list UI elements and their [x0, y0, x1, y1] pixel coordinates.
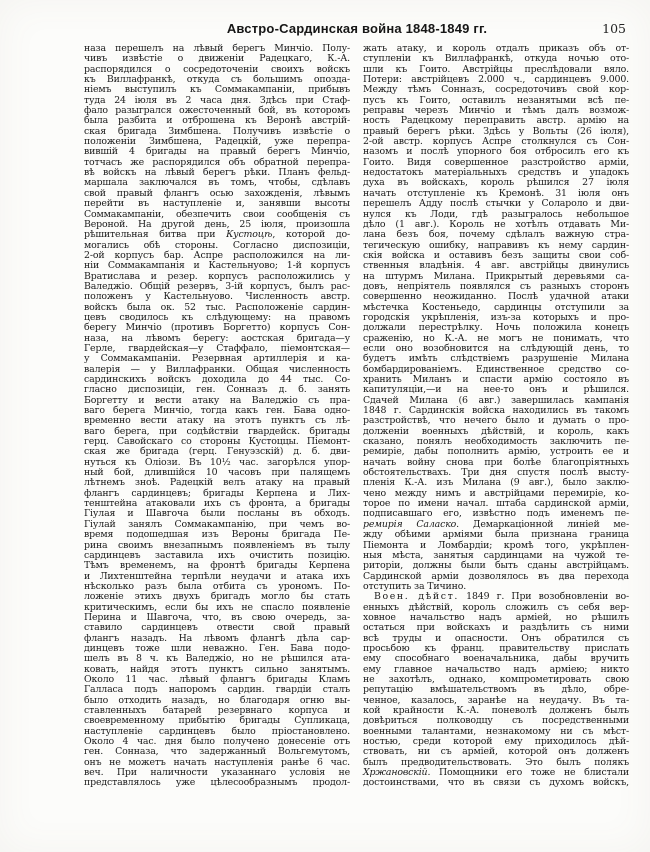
text-line: разстройствѣ, что нечего было и думать о про- [363, 415, 629, 427]
text-line: начать войну снова при болѣе благопріятныхъ [363, 456, 629, 468]
text-line: ность Радецкому переправить австр. армію на [363, 115, 629, 127]
text-line: риторіи, должны были быть сданы австрійцамъ. [363, 560, 629, 572]
text-line: 2-ой австр. корпусъ Аспре столкнулся съ Сон- [363, 136, 629, 148]
text-line: сардинцевъ заставила ихъ очистить позицію. [84, 549, 350, 561]
text-line: лѣтнемъ зноѣ. Радецкій велъ атаку на правый [84, 477, 350, 489]
text-line: рѣшительная битва при Кустоцѣ, которой до- [84, 229, 350, 241]
text-line: сказано, понялъ необходимость заключить пе- [363, 436, 629, 448]
text-line: 2-ой корпусъ бар. Аспре расположился на ли- [84, 249, 350, 261]
text-line: городскія укрѣпленія, изъ-за которыхъ и про- [363, 311, 629, 323]
text-line: Герле, гвардейская—у Стаффало, піемонтская— [84, 342, 350, 354]
text-line: туда 24 іюля въ 2 часа дня. Здѣсь при Стаф- [84, 94, 350, 106]
text-line: герц. Савойскаго со стороны Кустоццы. Піемонт- [84, 436, 350, 448]
text-line: жать атаку, и король отдалъ приказъ объ от- [363, 43, 629, 54]
text-line: сраженію, но К.-А. не могъ не понимать, что [363, 332, 629, 344]
text-line: вѣ войскъ на лѣвый берегъ рѣки. Планъ фельд- [84, 167, 350, 179]
text-line: достоинствами, что въ связи съ духомъ войскъ, [363, 777, 629, 789]
text-line: дѣло (1 авг.). Король не хотѣлъ отдавать Ми- [363, 218, 629, 230]
text-line: обстоятельствахъ. Три дня спустя послѣ высту- [363, 467, 629, 479]
text-line: войскъ была ок. 52 тыс. Расположеніе сардин- [84, 301, 350, 313]
text-line: ставленныхъ батарей резервнаго корпуса и [84, 705, 350, 716]
text-line: духа въ войскахъ, король рѣшился 27 іюля [363, 177, 629, 189]
running-title: Австро-Сардинская война 1848-1849 гг. [226, 21, 488, 36]
text-line: должали перестрѣлку. Ночь положила конецъ [363, 322, 629, 334]
text-line: кой крайности К.-А. поневолѣ долженъ былъ [363, 705, 629, 716]
text-line: остаться при войскахъ и раздѣлить съ ними [363, 622, 629, 634]
text-line: ложеніе этихъ двухъ бригадъ могло бы стать [84, 591, 350, 603]
text-line: у Соммакампаніи. Резервная артиллерія и ка- [84, 353, 350, 365]
text-line: сардинскихъ войскъ доходила до 44 тыс. Со- [84, 374, 350, 385]
text-line: скія войска и оставивъ безъ защиты свои соб- [363, 249, 629, 261]
text-line: Воен. дѣйст. 1849 г. При возобновленіи во- [374, 591, 629, 603]
text-line: цевъ сводилось къ слѣдующему: на правомъ [84, 311, 350, 323]
text-line: хранить Миланъ и спасти армію состояло въ [363, 374, 629, 385]
text-line: Гоито. Видя совершенное разстройство арміи, [363, 156, 629, 168]
text-line: ему главное начальство надъ арміею; никто [363, 663, 629, 675]
text-line: ствовать, ни съ арміей, которой онъ долженъ [363, 746, 629, 758]
text-line: ская бригада Зимбшена. Получивъ извѣстіе о [84, 125, 350, 137]
text-line: берегу Минчіо (противъ Боргетто) корпусъ Сон- [84, 322, 350, 334]
text-line: гласно диспозиціи, ген. Сонназъ д. б. занять [84, 384, 350, 396]
text-line: Около 11 час. лѣвый флангъ бригады Кламъ [84, 673, 350, 685]
text-line: флангъ назадъ. На лѣвомъ флангѣ дѣла сар- [84, 632, 350, 644]
text-line: Піемонта и Ломбардіи; кромѣ того, укрѣплен- [363, 539, 629, 551]
text-line: Галласа подъ напоромъ сардин. гвардіи сталъ [84, 684, 350, 696]
text-line: чено между нимъ и австрійцами перемиріе, ко- [363, 487, 629, 499]
text-line: Гіулая и Шавгоча были посланы въ обходъ. [84, 508, 350, 520]
text-line: къ Виллафранкѣ, откуда съ большимъ опозда- [84, 74, 350, 86]
text-line: тотчасъ же распорядился объ обратной перепра- [84, 156, 350, 168]
text-line: положеніи Зимбшена, Радецкій, уже перепра- [84, 136, 350, 148]
text-line: жду обѣими арміями была признана граница [363, 529, 629, 541]
text-line: была разбита и отброшена къ Веронѣ австрій- [84, 115, 350, 127]
text-line: ваго берега Минчіо, тогда какъ ген. Бава одно- [84, 405, 350, 417]
text-line: былъ предводительствовать. Это былъ полякъ [363, 756, 629, 768]
text-line: капитуляціи,—и на нее-то онъ и рѣшился. [363, 384, 629, 396]
text-line: было отходить назадъ, но благодаря огню вы- [84, 694, 350, 706]
text-line: реправы черезъ Минчіо и тѣмъ далъ возмож- [363, 105, 629, 117]
text-line: ностью, среди которой ему приходилось дѣй- [363, 736, 629, 748]
text-line: ніи Соммакампанія и Кастельнуово; 1-й корпусъ [84, 260, 350, 272]
text-line: нулся къ Лоди, гдѣ разыгралось небольшое [363, 208, 629, 220]
text-line: пусъ къ Гоито, оставилъ незанятыми всѣ пе- [363, 94, 629, 106]
text-line: Перина и Шавгоча, что, въ свою очередь, за- [84, 611, 350, 623]
text-line: веч. При наличности указаннаго условія не [84, 767, 350, 779]
text-line: перешелъ Адду послѣ стычки у Солароло и дви- [363, 198, 629, 210]
text-line: репутацію вмѣшательствомъ въ дѣло, обре- [363, 684, 629, 696]
text-line: Гіулай занялъ Соммакампанію, при чемъ во- [84, 518, 350, 530]
text-line: подписавшаго его, извѣстно подъ именемъ пе- [363, 508, 629, 520]
text-line: Около 4 час. дня было получено донесеніе отъ [84, 736, 350, 748]
text-line: шли къ Гоито. Австрійцы преслѣдовали вяло. [363, 63, 629, 75]
text-line: правый берегъ рѣки. Здѣсь у Вольты (26 іюля), [363, 125, 629, 137]
text-line: онъ не можетъ начать наступленія ранѣе 6 час. [84, 756, 350, 768]
text-line: не захотѣлъ, однако, компрометировать свою [363, 673, 629, 685]
text-line: ственныя владѣнія. 4 авг. австрійцы двинулись [363, 260, 629, 272]
page-header [84, 21, 630, 39]
text-line: валерія — у Виллафранки. Общая численность [84, 363, 350, 375]
text-line: довѣриться полководцу съ посредственными [363, 715, 629, 727]
text-line: ный бой, длившійся 10 часовъ при палящемъ [84, 467, 350, 479]
text-line: Валеджіо. Общій резервъ, 3-ій корпусъ, былъ рас- [84, 280, 350, 292]
text-line: ніемъ выступилъ къ Соммакампаніи, прибывъ [84, 84, 350, 96]
text-line: рина своимъ внезапнымъ появленіемъ въ тылу [84, 539, 350, 551]
text-line: распорядился о сосредоточеніи своихъ войскъ [84, 63, 350, 75]
text-line: наступленіе сардинцевъ было пріостановлено. [84, 725, 350, 737]
text-line: вившій 4 бригады на правый берегъ Минчіо, [84, 146, 350, 158]
text-line: Сардинской арміи дозволялось въ два перехода [363, 570, 629, 582]
text-line: флангъ сардинцевъ; бригады Керпена и Лих- [84, 487, 350, 499]
text-line: ген. Сонназа, что задержанный Вольгемутомъ, [84, 746, 350, 758]
text-line: торое по имени начал. штаба сардинской арміи, [363, 498, 629, 510]
text-line: всѣ труды и опасности. Онъ обратился съ [363, 632, 629, 644]
text-line: ему способнаго военачальника, дабы вручить [363, 653, 629, 665]
text-line: критическимъ, если бы ихъ не спасло появленіе [84, 601, 350, 613]
text-line: чивъ извѣстіе о движеніи Радецкаго, К.-А. [84, 53, 350, 65]
text-line: назомъ и послѣ упорного боя отбросилъ его къ [363, 146, 629, 158]
text-line: могались обѣ стороны. Согласно диспозиціи, [84, 239, 350, 251]
text-line: лана безъ боя, почему сдѣлалъ важную стра- [363, 229, 629, 241]
text-line: пленія К.-А. изъ Милана (9 авг.), было заклю- [363, 477, 629, 489]
text-line: тегическую ошибку, направивъ къ нему сардин- [363, 239, 629, 251]
text-line: недостатокъ матеріальныхъ средствъ и упадокъ [363, 167, 629, 179]
text-line: Тѣмъ временемъ, на фронтѣ бригады Керпена [84, 560, 350, 572]
text-line: ремирія Саласко. Демаркаціонной линіей ме- [363, 518, 629, 530]
text-line: перейти въ наступленіе и, занявши высоты [84, 198, 350, 210]
text-line: наза, на лѣвомъ берегу: аостская бригада—у [84, 332, 350, 344]
text-line: Соммакампаніи, обезпечить свои сообщенія съ [84, 208, 350, 220]
text-line: просьбою къ франц. правительству прислать [363, 642, 629, 654]
text-line: Потери: австрійцевъ 2.000 ч., сардинцевъ 9.000. [363, 74, 629, 86]
text-line: нѣсколько разъ была отбита съ урономъ. По- [84, 580, 350, 592]
text-line: фало разыгрался ожесточенный бой, въ которомъ [84, 105, 350, 117]
text-line: наза перешелъ на лѣвый берегъ Минчіо. Полу- [84, 43, 350, 54]
text-line: ваго берега, при содѣйствіи гвардейск. бригады [84, 425, 350, 437]
text-line: Вероной. На другой день, 25 іюля, произошла [84, 218, 350, 230]
text-line: Сдачей Милана (6 авг.) завершилась кампанія [363, 394, 629, 406]
text-line: будетъ имѣть слѣдствіемъ разрушеніе Милана [363, 353, 629, 365]
text-line: долженіи военныхъ дѣйствій, и король, какъ [363, 425, 629, 437]
text-line: ныя мѣста, занятыя сардинцами на чужой те- [363, 549, 629, 561]
text-line: совершенно неожиданно. Послѣ удачной атаки [363, 291, 629, 303]
text-line: ховное начальство надъ арміей, но рѣшилъ [363, 611, 629, 623]
text-line: енныхъ дѣйствій, король сложилъ съ себя вер- [363, 601, 629, 613]
right-column [363, 44, 629, 789]
text-line: бомбардированіемъ. Единственное средство со- [363, 363, 629, 375]
text-line: 1848 г. Сардинскія войска находились въ такомъ [363, 405, 629, 417]
left-column [84, 44, 350, 789]
text-line: Хржановскій. Помощники его тоже не блистали [363, 767, 629, 779]
text-line: ковать, найдя этотъ пунктъ сильно занятымъ. [84, 663, 350, 675]
page-number: 105 [602, 21, 626, 36]
text-line: своевременному прибытію бригады Супликаца, [84, 715, 350, 727]
text-line: маршала заключался въ томъ, чтобы, сдѣлавъ [84, 177, 350, 189]
text-line: начать отступленіе къ Кремонѣ. 31 іюля онъ [363, 187, 629, 199]
text-line: время подошедшая изъ Вероны бригада Пе- [84, 529, 350, 541]
text-line: ставило сардинцевъ отвести свой правый [84, 622, 350, 634]
text-line: ченное, казалось, заранѣе на неудачу. Въ та- [363, 694, 629, 706]
text-line: Боргетту и вести атаку на Валеджіо съ пра- [84, 394, 350, 406]
text-columns [84, 44, 630, 789]
text-line: и Лихтенштейна терпѣли неудачи и атака ихъ [84, 570, 350, 582]
text-line: свой правый флангъ осью захожденія, лѣвымъ [84, 187, 350, 199]
text-line: довъ, непріятель появлялся съ разныхъ сторонъ [363, 280, 629, 292]
text-line: временно вести атаку на этотъ пунктъ съ лѣ- [84, 415, 350, 427]
text-line: мѣстечка Костеньедо, сардинцы отступили за [363, 301, 629, 313]
text-line: на штурмъ Милана. Прикрытый деревьями са- [363, 270, 629, 282]
text-line: ступленіи къ Виллафранкѣ, откуда ночью ото- [363, 53, 629, 65]
text-line: если оно возобновится на слѣдующій день, то [363, 342, 629, 354]
text-line: военными талантами, незнакомому ни съ мѣст- [363, 725, 629, 737]
text-line: представлялось уже цѣлесообразнымъ продол- [84, 777, 350, 789]
text-line: динцевъ тоже шли неважно. Ген. Бава подо- [84, 642, 350, 654]
text-line: тенштейна атаковали ихъ съ фронта, а бригады [84, 498, 350, 510]
text-line: положенъ у Кастельнуово. Численность австр. [84, 291, 350, 303]
text-line: ская же бригада (герц. Генуэзскій) д. б. дви- [84, 446, 350, 458]
text-line: отступить за Тичино. [363, 580, 467, 592]
text-line: ремиріе, дабы пополнить армію, устроить ее и [363, 446, 629, 458]
text-line: шелъ въ 8 ч. къ Валеджіо, но не рѣшился ата- [84, 653, 350, 665]
text-line: Между тѣмъ Сонназъ, сосредоточивъ свой кор- [363, 84, 629, 96]
text-line: нуться къ Оліози. Въ 10½ час. загорѣлся упор- [84, 456, 350, 468]
text-line: Вратислава и резер. корпусъ расположились у [84, 270, 350, 282]
